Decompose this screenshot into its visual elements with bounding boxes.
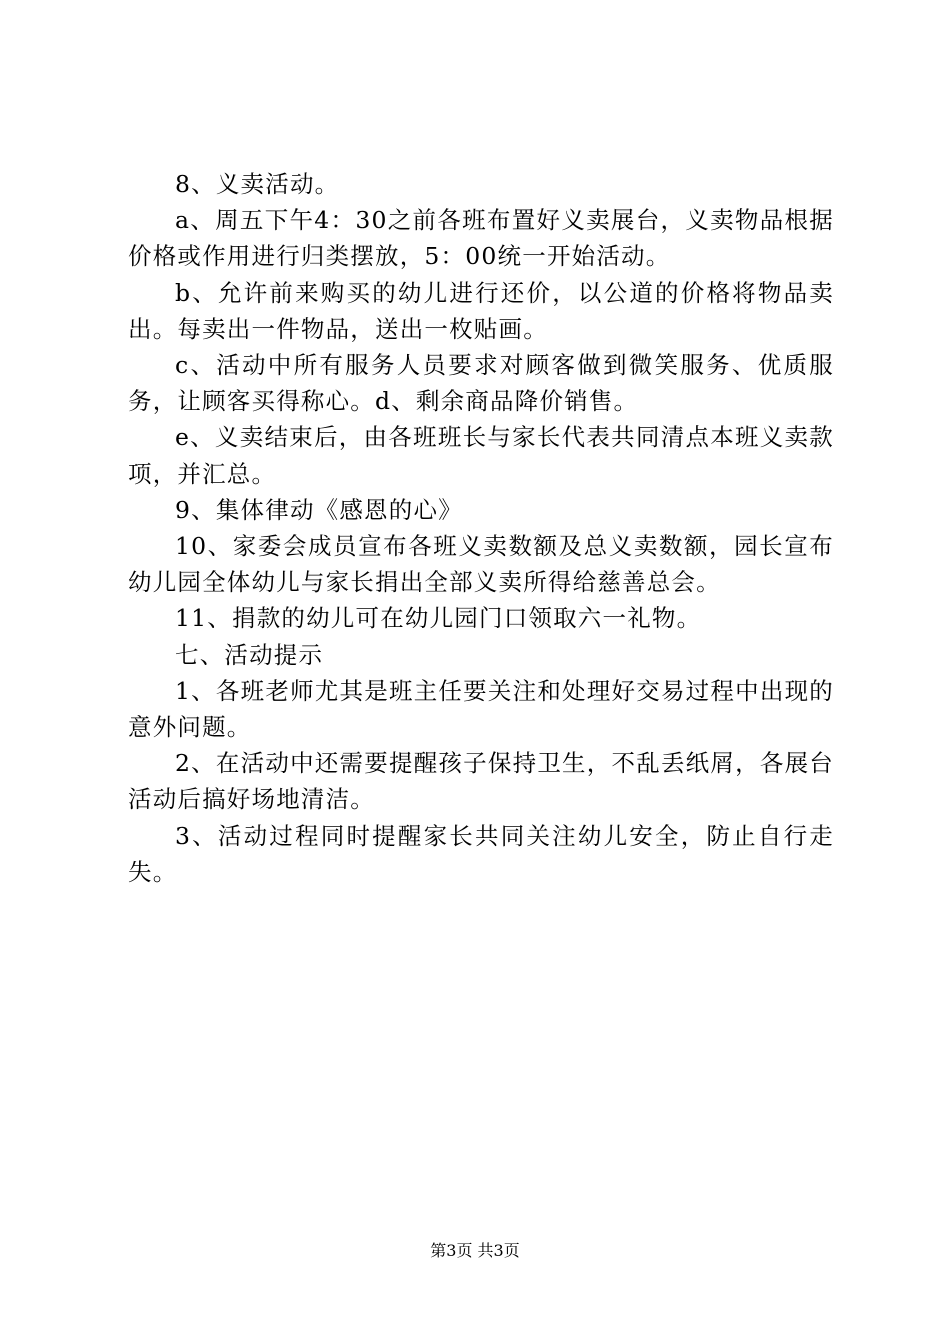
paragraph-item-11: 11、捐款的幼儿可在幼儿园门口领取六一礼物。 xyxy=(175,604,702,633)
paragraph-sub-c-d: c、活动中所有服务人员要求对顾客做到微笑服务、优质服务，让顾客买得称心。d、剩余商品降价销售。 xyxy=(128,351,834,416)
paragraph-item-10: 10、家委会成员宣布各班义卖数额及总义卖数额，园长宣布幼儿园全体幼儿与家长捐出全部义卖所得给慈善总会。 xyxy=(128,532,834,597)
section-heading-activity-tips: 七、活动提示 xyxy=(175,640,324,669)
paragraph-tip-2: 2、在活动中还需要提醒孩子保持卫生，不乱丢纸屑，各展台活动后搞好场地清洁。 xyxy=(128,749,834,814)
paragraph-tip-1: 1、各班老师尤其是班主任要关注和处理好交易过程中出现的意外问题。 xyxy=(128,676,834,742)
paragraph-sub-e: e、义卖结束后，由各班班长与家长代表共同清点本班义卖款项，并汇总。 xyxy=(128,423,834,488)
paragraph-sub-a: a、周五下午4：30之前各班布置好义卖展台，义卖物品根据价格或作用进行归类摆放，5：00统一开始活动。 xyxy=(128,206,834,271)
document-body xyxy=(128,166,834,890)
paragraph-tip-3: 3、活动过程同时提醒家长共同关注幼儿安全，防止自行走失。 xyxy=(128,821,834,886)
paragraph-sub-b: b、允许前来购买的幼儿进行还价，以公道的价格将物品卖出。每卖出一件物品，送出一枚贴画。 xyxy=(128,278,834,343)
paragraph-item-9: 9、集体律动《感恩的心》 xyxy=(175,495,463,524)
paragraph-item-8-fundraising: 8、义卖活动。 xyxy=(175,170,340,198)
page-number-footer: 第3页 共3页 xyxy=(430,1241,520,1260)
